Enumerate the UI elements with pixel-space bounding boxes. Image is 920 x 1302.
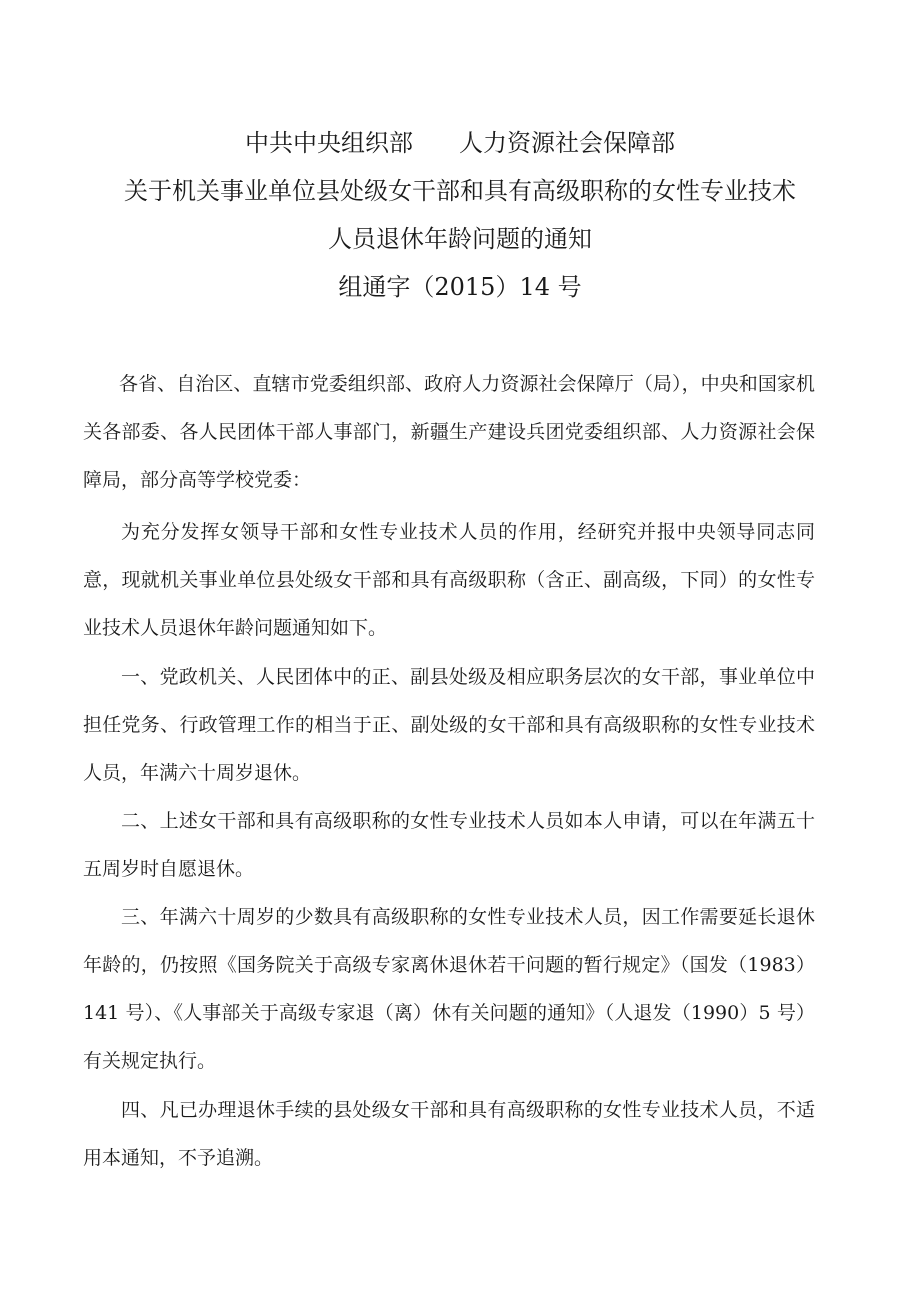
issuing-bodies	[0, 128, 920, 158]
issuer-human-resources-ministry: 人力资源社会保障部	[459, 129, 675, 157]
intro-paragraph: 为充分发挥女领导干部和女性专业技术人员的作用，经研究并报中央领导同志同意，现就机关事业单位县处级女干部和具有高级职称（含正、副高级，下同）的女性专业技术人员退休年龄问题通知如下。	[83, 521, 815, 639]
item-1-paragraph: 一、党政机关、人民团体中的正、副县处级及相应职务层次的女干部，事业单位中担任党务、行政管理工作的相当于正、副处级的女干部和具有高级职称的女性专业技术人员，年满六十周岁退休。	[83, 666, 815, 784]
issuer-organization-department: 中共中央组织部	[245, 129, 413, 157]
item-2-paragraph: 二、上述女干部和具有高级职称的女性专业技术人员如本人申请，可以在年满五十五周岁时自愿退休。	[83, 810, 815, 880]
document-title-line-2: 人员退休年龄问题的通知	[328, 225, 592, 253]
document-title-line-1: 关于机关事业单位县处级女干部和具有高级职称的女性专业技术	[124, 177, 796, 205]
document-number: 组通字（2015）14 号	[338, 273, 582, 301]
addressees-paragraph: 各省、自治区、直辖市党委组织部、政府人力资源社会保障厅（局），中央和国家机关各部委、各人民团体干部人事部门，新疆生产建设兵团党委组织部、人力资源社会保障局，部分高等学校党委：	[83, 373, 815, 491]
item-4-paragraph: 四、凡已办理退休手续的县处级女干部和具有高级职称的女性专业技术人员，不适用本通知，不予追溯。	[83, 1099, 815, 1169]
item-3-paragraph: 三、年满六十周岁的少数具有高级职称的女性专业技术人员，因工作需要延长退休年龄的，仍按照《国务院关于高级专家离休退休若干问题的暂行规定》（国发（1983）141 号）、《人事部关于高级专家退（离）休有关问题的通知》（人退发（1990）5 号）有关规定执行。	[83, 906, 815, 1072]
